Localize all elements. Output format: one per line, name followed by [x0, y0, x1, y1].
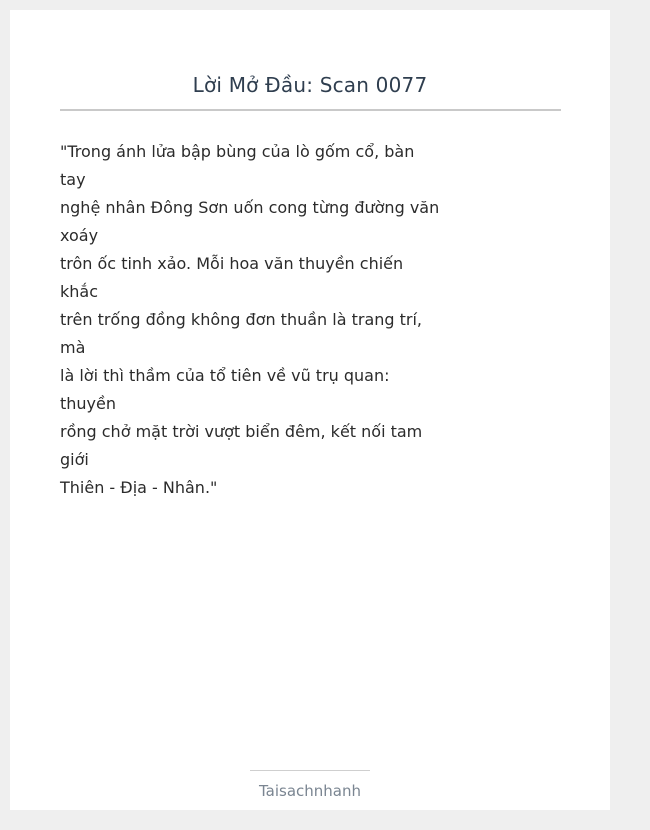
body-line: trên trống đồng không đơn thuần là trang trí, [60, 310, 423, 329]
document-page [10, 10, 610, 810]
body-line: rồng chở mặt trời vượt biển đêm, kết nối tam [60, 422, 423, 441]
body-line: nghệ nhân Đông Sơn uốn cong từng đường văn [60, 198, 440, 217]
body-line: giới [60, 450, 89, 469]
body-paragraph [60, 138, 440, 502]
body-line: khắc [60, 282, 99, 301]
body-line: Thiên - Địa - Nhân." [60, 478, 218, 497]
page-title: Lời Mở Đầu: Scan 0077 [192, 73, 428, 97]
body-line: xoáy [60, 226, 99, 245]
body-line: tay [60, 170, 86, 189]
body-line: là lời thì thầm của tổ tiên về vũ trụ quan: [60, 366, 390, 385]
title-divider [60, 109, 561, 111]
body-line: thuyền [60, 394, 117, 413]
body-line: trôn ốc tinh xảo. Mỗi hoa văn thuyền chiến [60, 254, 404, 273]
footer-brand: Taisachnhanh [258, 782, 362, 800]
body-line: mà [60, 338, 86, 357]
body-line: "Trong ánh lửa bập bùng của lò gốm cổ, bàn [60, 142, 415, 161]
footer-divider [250, 770, 370, 771]
